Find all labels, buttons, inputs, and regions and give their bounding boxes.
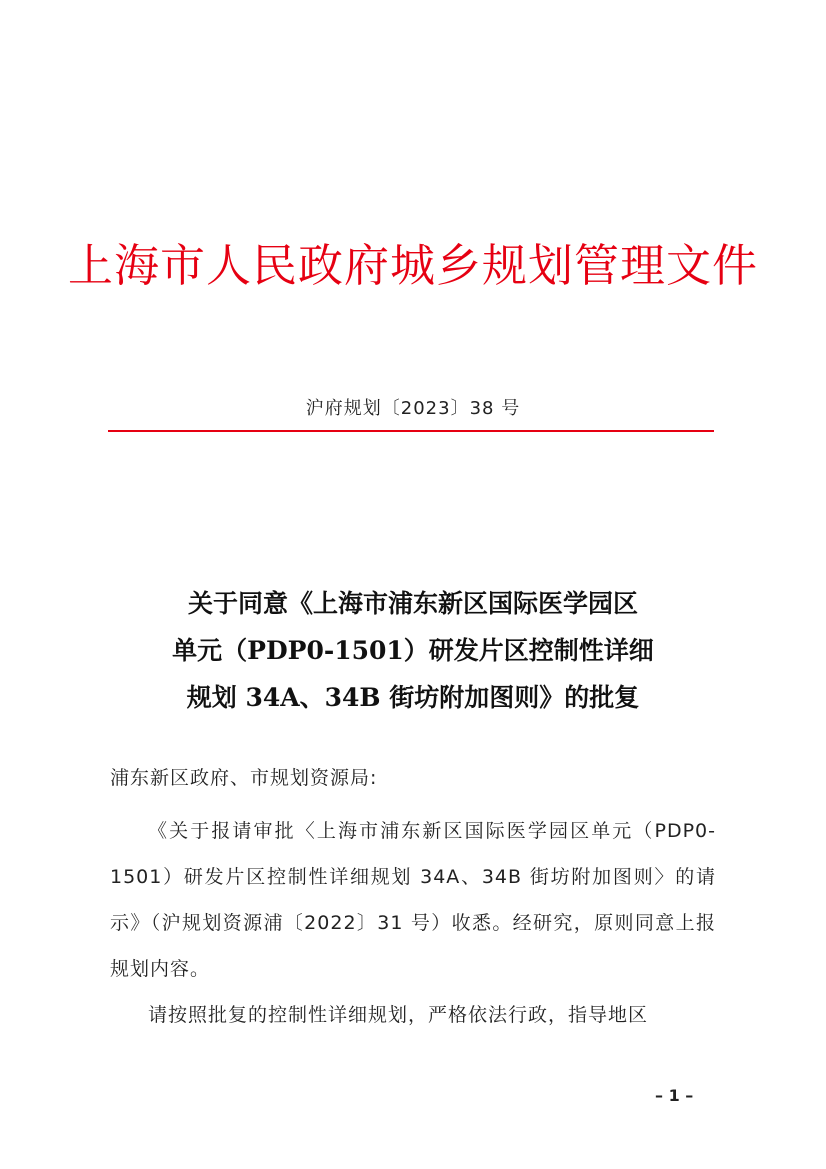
body-paragraph: 请按照批复的控制性详细规划，严格依法行政，指导地区 — [148, 1004, 649, 1026]
addressee: 浦东新区政府、市规划资源局: — [110, 767, 378, 789]
issuer-title: 上海市人民政府城乡规划管理文件 — [67, 239, 758, 292]
body-paragraph: 《关于报请审批〈上海市浦东新区国际医学园区单元（PDP0-1501）研发片区控制性详细规划 34A、34B 街坊附加图则〉的请示》（沪规划资源浦〔2022〕31 号）收悉。经研究，原则同意上报规划内容。 — [110, 820, 716, 980]
document-number: 沪府规划〔2023〕38 号 — [305, 398, 521, 419]
document-subject — [0, 580, 826, 721]
subject-line: 单元（PDP0-1501）研发片区控制性详细 — [172, 636, 654, 665]
page-number: – 1 – — [655, 1086, 694, 1105]
subject-line: 规划 34A、34B 街坊附加图则》的批复 — [186, 683, 640, 712]
document-body — [110, 762, 716, 1038]
red-separator-line — [108, 430, 714, 432]
subject-line: 关于同意《上海市浦东新区国际医学园区 — [187, 589, 638, 618]
